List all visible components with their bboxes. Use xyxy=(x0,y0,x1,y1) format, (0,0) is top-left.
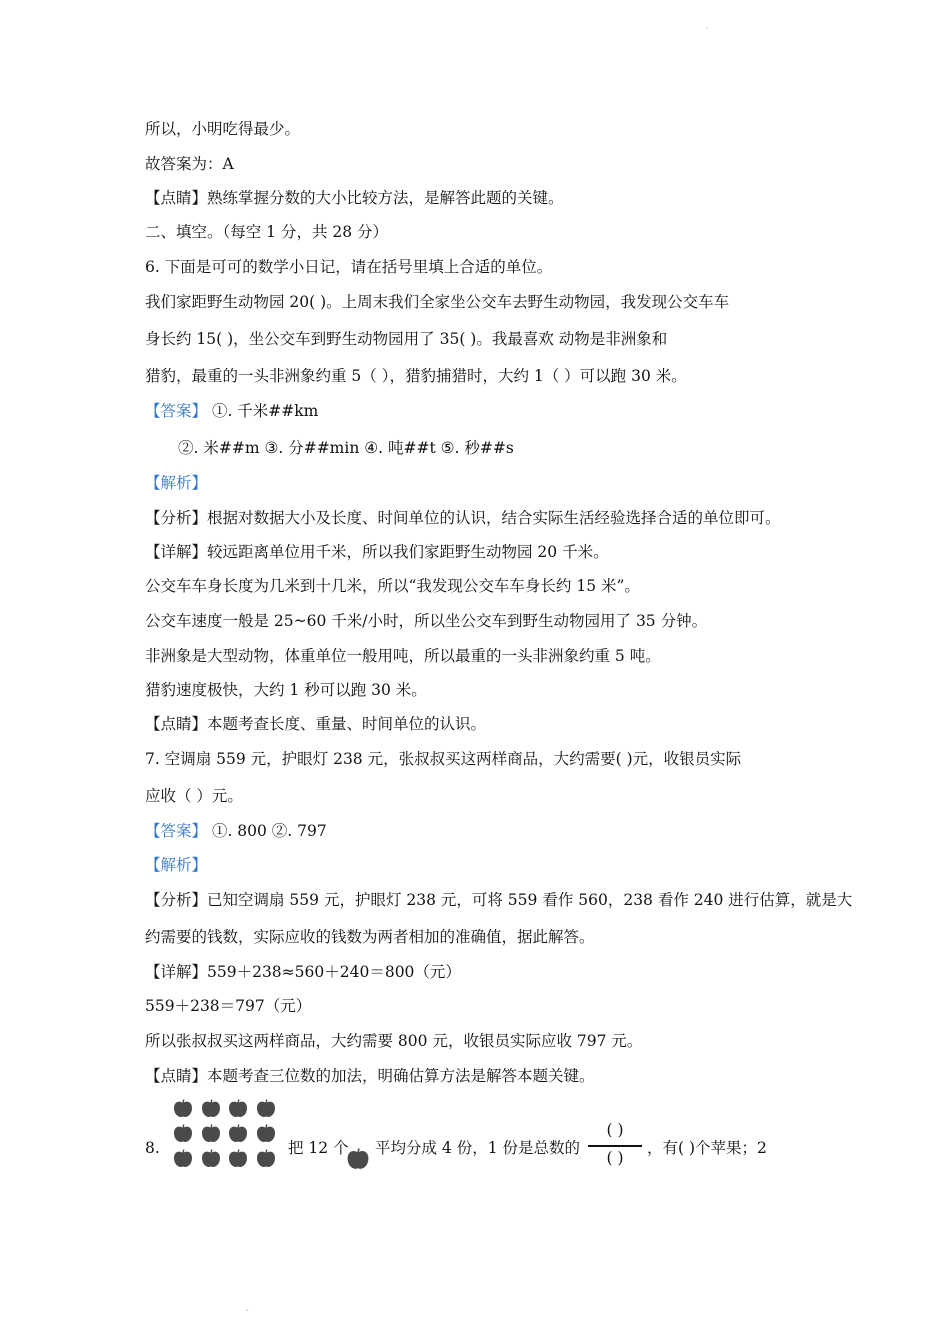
text-line: 身长约 15( )，坐公交车到野生动物园用了 35( )。我最喜欢 动物是非洲象和 xyxy=(145,330,668,348)
question-7: 7. 空调扇 559 元，护眼灯 238 元，张叔叔买这两样商品，大约需要( )元，收银员实际 xyxy=(145,750,742,768)
text-line: 【分析】根据对数据大小及长度、时间单位的认识，结合实际生活经验选择合适的单位即可。 xyxy=(145,509,781,527)
fraction-numerator: ( ) xyxy=(606,1121,624,1139)
fraction-bar xyxy=(588,1145,642,1147)
answer-options: ②. 米##m ③. 分##min ④. 吨##t ⑤. 秒##s xyxy=(178,439,514,457)
section-heading: 二、填空。（每空 1 分，共 28 分） xyxy=(145,223,389,241)
question-6: 6. 下面是可可的数学小日记，请在括号里填上合适的单位。 xyxy=(145,258,553,276)
text-line: 【点睛】本题考查三位数的加法，明确估算方法是解答本题关键。 xyxy=(145,1067,595,1085)
text-line: 我们家距野生动物园 20( )。上周末我们全家坐公交车去野生动物园，我发现公交车车 xyxy=(145,293,730,311)
text-line: 故答案为：A xyxy=(145,155,234,173)
fraction-denominator: ( ) xyxy=(606,1149,624,1167)
text-line: 猎豹速度极快，大约 1 秒可以跑 30 米。 xyxy=(145,681,427,699)
apple-icon xyxy=(256,1099,276,1118)
apple-icon xyxy=(228,1099,248,1118)
text-line: 猎豹，最重的一头非洲象约重 5（ ），猎豹捕猎时，大约 1（ ）可以跑 30 米。 xyxy=(145,367,687,385)
analysis-label: 【解析】 xyxy=(145,856,208,874)
answer-text: ①. 800 ②. 797 xyxy=(207,822,327,840)
apple-icon xyxy=(173,1124,193,1143)
text-line: 非洲象是大型动物，体重单位一般用吨，所以最重的一头非洲象约重 5 吨。 xyxy=(145,647,661,665)
scan-mark-top: ˎ xyxy=(706,20,709,29)
apple-icon xyxy=(228,1124,248,1143)
text-line: 所以张叔叔买这两样商品，大约需要 800 元，收银员实际应收 797 元。 xyxy=(145,1032,643,1050)
question-8-text-a: 把 12 个 xyxy=(288,1139,349,1157)
text-line: 应收（ ）元。 xyxy=(145,787,243,805)
question-8-text-c: ，有( )个苹果；2 xyxy=(647,1139,767,1157)
fraction-blank xyxy=(586,1121,644,1171)
analysis-label: 【解析】 xyxy=(145,474,208,492)
answer-label: 【答案】 xyxy=(145,402,208,420)
apple-icon xyxy=(201,1124,221,1143)
apple-icon xyxy=(256,1149,276,1168)
text-line: 【详解】较远距离单位用千米，所以我们家距野生动物园 20 千米。 xyxy=(145,543,609,561)
answer-text: ①. 千米##km xyxy=(207,402,319,420)
text-line: 【点睛】本题考查长度、重量、时间单位的认识。 xyxy=(145,715,487,733)
text-line: 公交车车身长度为几米到十几米，所以“我发现公交车车身长约 15 米”。 xyxy=(145,577,640,595)
question-8-text-b: 平均分成 4 份，1 份是总数的 xyxy=(375,1139,581,1157)
apple-icon xyxy=(346,1148,370,1170)
text-line: 【点睛】熟练掌握分数的大小比较方法，是解答此题的关键。 xyxy=(145,189,564,207)
answer-label: 【答案】 xyxy=(145,822,208,840)
text-line: 约需要的钱数，实际应收的钱数为两者相加的准确值，据此解答。 xyxy=(145,928,595,946)
text-line: 【详解】559＋238≈560＋240＝800（元） xyxy=(145,963,461,981)
answer-line xyxy=(145,821,327,841)
apple-icon xyxy=(201,1149,221,1168)
question-8-number: 8. xyxy=(145,1139,160,1157)
answer-line xyxy=(145,401,318,421)
text-line: 公交车速度一般是 25~60 千米/小时，所以坐公交车到野生动物园用了 35 分钟。 xyxy=(145,612,708,630)
text-line: 所以，小明吃得最少。 xyxy=(145,120,301,138)
apple-icon xyxy=(173,1149,193,1168)
apple-icon xyxy=(228,1149,248,1168)
apple-icon xyxy=(256,1124,276,1143)
text-line: 559＋238＝797（元） xyxy=(145,997,312,1015)
apple-icon xyxy=(173,1099,193,1118)
scan-mark-bottom: ˎ xyxy=(246,1302,249,1311)
text-line: 【分析】已知空调扇 559 元，护眼灯 238 元，可将 559 看作 560，238 看作 240 进行估算，就是大 xyxy=(145,891,853,909)
apple-icon xyxy=(201,1099,221,1118)
